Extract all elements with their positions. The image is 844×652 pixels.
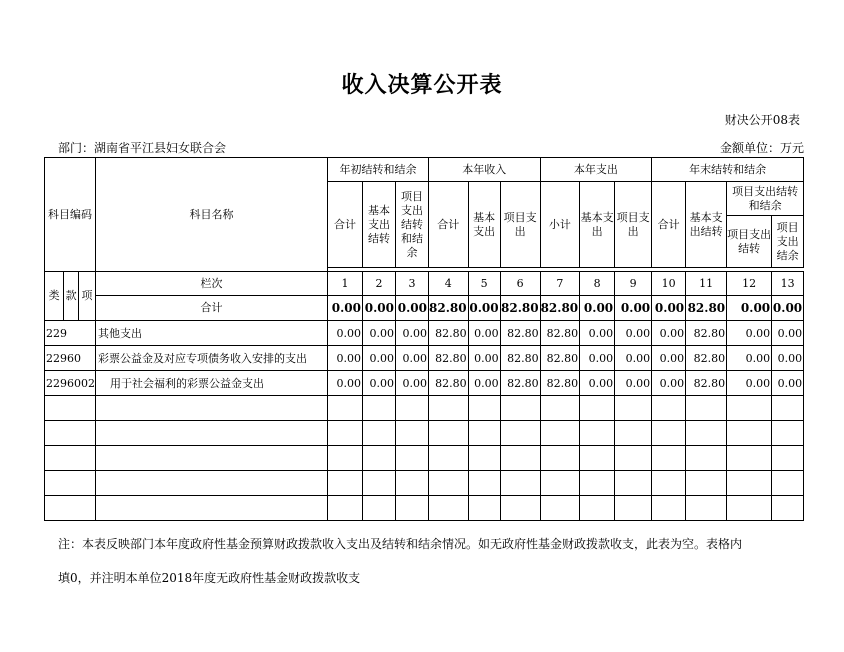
value-cell: 0.00 <box>615 321 652 346</box>
value-cell: 0.00 <box>363 321 396 346</box>
value-cell: 0.00 <box>468 346 500 371</box>
column-number-cell: 5 <box>468 272 500 296</box>
empty-cell <box>96 446 328 471</box>
empty-cell <box>363 471 396 496</box>
total-value-cell: 82.80 <box>540 296 580 321</box>
total-value-cell: 0.00 <box>615 296 652 321</box>
column-number-cell: 4 <box>429 272 469 296</box>
empty-cell <box>686 471 727 496</box>
column-number-cell: 6 <box>500 272 540 296</box>
empty-cell <box>580 496 615 521</box>
value-cell: 82.80 <box>500 371 540 396</box>
subject-code-cell: 22960 <box>45 346 96 371</box>
value-cell: 82.80 <box>500 346 540 371</box>
empty-cell <box>772 421 804 446</box>
value-cell: 82.80 <box>540 321 580 346</box>
subject-code-cell: 2296002 <box>45 371 96 396</box>
column-number-cell: 9 <box>615 272 652 296</box>
empty-cell <box>540 446 580 471</box>
empty-cell <box>468 496 500 521</box>
table-row <box>45 321 804 346</box>
empty-row <box>45 396 804 421</box>
empty-row <box>45 496 804 521</box>
empty-cell <box>328 471 363 496</box>
empty-cell <box>96 471 328 496</box>
value-cell: 0.00 <box>652 371 686 396</box>
total-value-cell: 0.00 <box>396 296 429 321</box>
empty-cell <box>540 471 580 496</box>
empty-cell <box>96 396 328 421</box>
empty-cell <box>580 421 615 446</box>
empty-cell <box>500 396 540 421</box>
page-title: 收入决算公开表 <box>341 72 503 98</box>
empty-cell <box>500 421 540 446</box>
col-header-4: 合计 <box>429 182 469 268</box>
col-header-6: 项目支出 <box>500 182 540 268</box>
column-number-cell: 2 <box>363 272 396 296</box>
empty-cell <box>772 471 804 496</box>
value-cell: 0.00 <box>363 371 396 396</box>
empty-row <box>45 421 804 446</box>
value-cell: 0.00 <box>652 346 686 371</box>
column-number-cell: 13 <box>772 272 804 296</box>
col-header-13: 项目支出结余 <box>772 216 804 268</box>
empty-cell <box>396 396 429 421</box>
empty-cell <box>396 446 429 471</box>
col-header-11: 基本支出结转 <box>686 182 727 268</box>
empty-cell <box>686 446 727 471</box>
value-cell: 0.00 <box>396 321 429 346</box>
value-cell: 82.80 <box>540 346 580 371</box>
value-cell: 0.00 <box>468 321 500 346</box>
empty-cell <box>468 421 500 446</box>
note-line-1: 注：本表反映部门本年度政府性基金预算财政拨款收入支出及结转和结余情况。如无政府性基金财政拨款收支，此表为空。表格内 <box>58 537 743 551</box>
note-line-2: 填0，并注明本单位2018年度无政府性基金财政拨款收支 <box>58 571 361 585</box>
subject-name-cell: 其他支出 <box>96 321 328 346</box>
total-value-cell: 0.00 <box>328 296 363 321</box>
column-number-cell: 11 <box>686 272 727 296</box>
total-value-cell: 0.00 <box>468 296 500 321</box>
value-cell: 82.80 <box>540 371 580 396</box>
total-value-cell: 82.80 <box>500 296 540 321</box>
empty-cell <box>580 446 615 471</box>
total-value-cell: 0.00 <box>772 296 804 321</box>
value-cell: 0.00 <box>328 346 363 371</box>
subject-name-cell: 用于社会福利的彩票公益金支出 <box>96 371 328 396</box>
value-cell: 0.00 <box>468 371 500 396</box>
empty-cell <box>772 396 804 421</box>
group-header-expenditure: 本年支出 <box>540 158 652 182</box>
empty-cell <box>580 396 615 421</box>
value-cell: 0.00 <box>727 321 772 346</box>
empty-cell <box>580 471 615 496</box>
empty-cell <box>429 446 469 471</box>
empty-cell <box>686 396 727 421</box>
value-cell: 82.80 <box>686 371 727 396</box>
empty-cell <box>540 421 580 446</box>
empty-cell <box>328 446 363 471</box>
empty-cell <box>686 496 727 521</box>
empty-cell <box>96 496 328 521</box>
value-cell: 0.00 <box>328 371 363 396</box>
col-header-10: 合计 <box>652 182 686 268</box>
subject-code-header: 科目编码 <box>45 158 96 272</box>
subject-name-header: 科目名称 <box>96 158 328 272</box>
value-cell: 82.80 <box>686 321 727 346</box>
value-cell: 0.00 <box>772 346 804 371</box>
empty-cell <box>615 471 652 496</box>
value-cell: 0.00 <box>772 371 804 396</box>
column-number-cell: 7 <box>540 272 580 296</box>
empty-cell <box>727 421 772 446</box>
table-row <box>45 346 804 371</box>
total-value-cell: 82.80 <box>686 296 727 321</box>
kuan-header: 款 <box>64 272 79 321</box>
value-cell: 0.00 <box>580 321 615 346</box>
empty-cell <box>727 496 772 521</box>
subject-code-cell: 229 <box>45 321 96 346</box>
total-label: 合计 <box>96 296 328 321</box>
empty-cell <box>727 396 772 421</box>
column-number-cell: 12 <box>727 272 772 296</box>
value-cell: 82.80 <box>429 346 469 371</box>
empty-cell <box>45 496 96 521</box>
empty-cell <box>396 496 429 521</box>
empty-cell <box>652 496 686 521</box>
empty-cell <box>727 471 772 496</box>
total-value-cell: 0.00 <box>580 296 615 321</box>
col-header-2: 基本支出结转 <box>363 182 396 268</box>
empty-cell <box>500 496 540 521</box>
value-cell: 0.00 <box>396 346 429 371</box>
empty-cell <box>540 496 580 521</box>
column-number-cell: 3 <box>396 272 429 296</box>
empty-row <box>45 471 804 496</box>
col-header-7: 小计 <box>540 182 580 268</box>
empty-cell <box>396 471 429 496</box>
empty-cell <box>45 396 96 421</box>
empty-cell <box>363 421 396 446</box>
col-header-8: 基本支出 <box>580 182 615 268</box>
xiang-header: 项 <box>79 272 96 321</box>
empty-cell <box>363 496 396 521</box>
empty-cell <box>500 471 540 496</box>
amount-unit-label: 金额单位：万元 <box>719 141 804 155</box>
lei-header: 类 <box>45 272 64 321</box>
empty-cell <box>328 496 363 521</box>
department-label: 部门：湖南省平江县妇女联合会 <box>58 141 227 155</box>
empty-cell <box>772 446 804 471</box>
empty-cell <box>396 421 429 446</box>
col-header-5: 基本支出 <box>468 182 500 268</box>
empty-cell <box>727 446 772 471</box>
empty-cell <box>468 471 500 496</box>
empty-cell <box>468 446 500 471</box>
empty-cell <box>540 396 580 421</box>
empty-cell <box>328 396 363 421</box>
value-cell: 0.00 <box>727 371 772 396</box>
column-number-cell: 1 <box>328 272 363 296</box>
group-header-opening-balance: 年初结转和结余 <box>328 158 429 182</box>
value-cell: 82.80 <box>429 321 469 346</box>
empty-cell <box>686 421 727 446</box>
value-cell: 0.00 <box>580 371 615 396</box>
total-value-cell: 82.80 <box>429 296 469 321</box>
value-cell: 0.00 <box>580 346 615 371</box>
value-cell: 82.80 <box>686 346 727 371</box>
empty-row <box>45 446 804 471</box>
value-cell: 0.00 <box>615 371 652 396</box>
empty-cell <box>615 496 652 521</box>
col-header-1: 合计 <box>328 182 363 268</box>
value-cell: 0.00 <box>396 371 429 396</box>
empty-cell <box>45 421 96 446</box>
subject-name-cell: 彩票公益金及对应专项债务收入安排的支出 <box>96 346 328 371</box>
value-cell: 0.00 <box>727 346 772 371</box>
empty-cell <box>468 396 500 421</box>
total-value-cell: 0.00 <box>727 296 772 321</box>
value-cell: 0.00 <box>328 321 363 346</box>
col-header-9: 项目支出 <box>615 182 652 268</box>
income-statement-table <box>44 157 804 521</box>
col-header-12-group: 项目支出结转和结余 <box>727 182 804 216</box>
col-header-3: 项目支出结转和结余 <box>396 182 429 268</box>
empty-cell <box>429 421 469 446</box>
column-number-label: 栏次 <box>96 272 328 296</box>
value-cell: 82.80 <box>429 371 469 396</box>
col-header-12: 项目支出结转 <box>727 216 772 268</box>
value-cell: 0.00 <box>652 321 686 346</box>
group-header-closing-balance: 年末结转和结余 <box>652 158 804 182</box>
empty-cell <box>363 396 396 421</box>
value-cell: 0.00 <box>615 346 652 371</box>
empty-cell <box>500 446 540 471</box>
column-number-cell: 8 <box>580 272 615 296</box>
empty-cell <box>328 421 363 446</box>
empty-cell <box>652 421 686 446</box>
empty-cell <box>615 446 652 471</box>
value-cell: 0.00 <box>363 346 396 371</box>
empty-cell <box>45 471 96 496</box>
empty-cell <box>615 421 652 446</box>
empty-cell <box>96 421 328 446</box>
total-value-cell: 0.00 <box>363 296 396 321</box>
total-value-cell: 0.00 <box>652 296 686 321</box>
empty-cell <box>652 396 686 421</box>
empty-cell <box>429 496 469 521</box>
group-header-income: 本年收入 <box>429 158 541 182</box>
column-number-cell: 10 <box>652 272 686 296</box>
value-cell: 82.80 <box>500 321 540 346</box>
empty-cell <box>429 396 469 421</box>
empty-cell <box>652 471 686 496</box>
empty-cell <box>363 446 396 471</box>
table-row <box>45 371 804 396</box>
empty-cell <box>772 496 804 521</box>
value-cell: 0.00 <box>772 321 804 346</box>
form-number: 财决公开08表 <box>724 113 800 127</box>
empty-cell <box>45 446 96 471</box>
empty-cell <box>652 446 686 471</box>
empty-cell <box>429 471 469 496</box>
empty-cell <box>615 396 652 421</box>
